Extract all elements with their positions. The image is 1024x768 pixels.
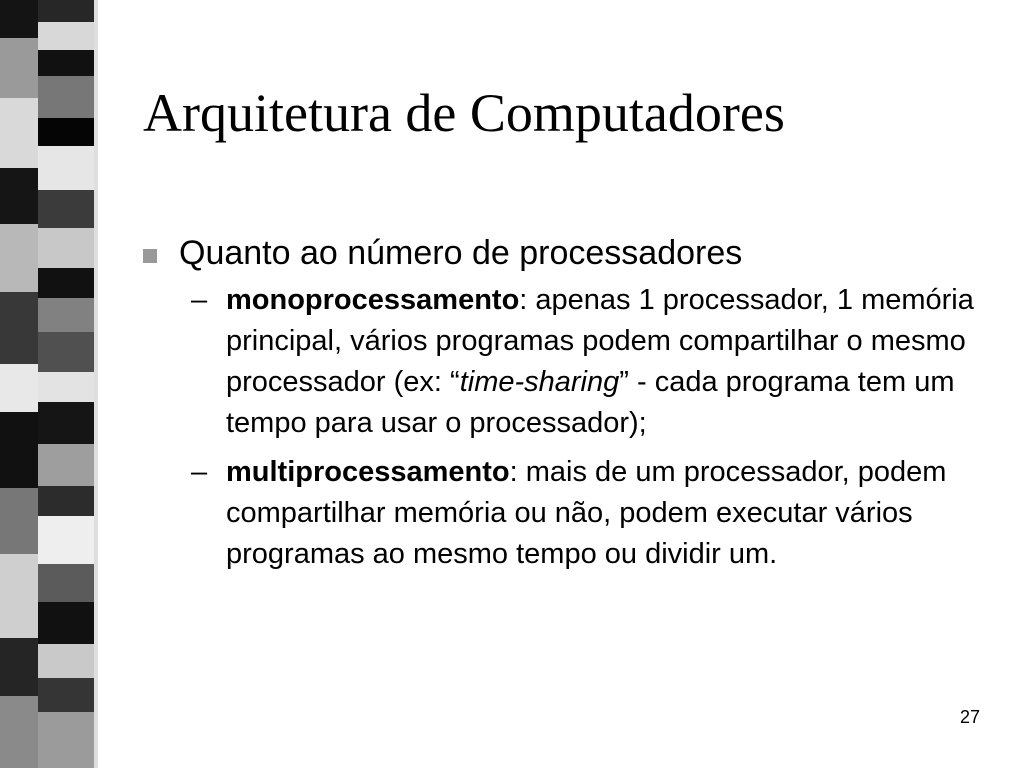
description-text: : mais de um processador, podem compartilhar memória ou não, podem executar vários programas ao mesmo tempo ou dividir um. [226, 456, 947, 570]
sub-bullet-text [226, 452, 996, 575]
dash-bullet-icon: – [191, 284, 208, 316]
main-bullet-text: Quanto ao número de processadores [179, 234, 743, 272]
sub-bullet-list [191, 280, 1003, 575]
term-monoprocessamento: monoprocessamento [226, 284, 520, 316]
term-multiprocessamento: multiprocessamento [226, 456, 510, 488]
stripe-pattern-graphic [0, 0, 120, 768]
sub-bullet-monoprocessamento [191, 280, 1003, 444]
sub-bullet-multiprocessamento [191, 452, 1003, 575]
sub-bullet-text [226, 280, 996, 444]
dash-bullet-icon: – [191, 456, 208, 488]
square-bullet-icon [143, 249, 157, 263]
main-bullet [143, 230, 1003, 276]
decorative-stripe-bar [0, 0, 120, 768]
description-part-1: : apenas 1 processador, 1 memória principal, vários programas podem compartilhar o mesmo processador (ex: “ [226, 284, 974, 398]
description-part-2: ” - cada programa tem um tempo para usar o processador); [226, 366, 955, 439]
slide-title: Arquitetura de Computadores [143, 83, 785, 143]
page-number: 27 [960, 707, 981, 727]
emphasis-time-sharing: time-sharing [459, 366, 620, 398]
bullet-list [143, 230, 1003, 583]
